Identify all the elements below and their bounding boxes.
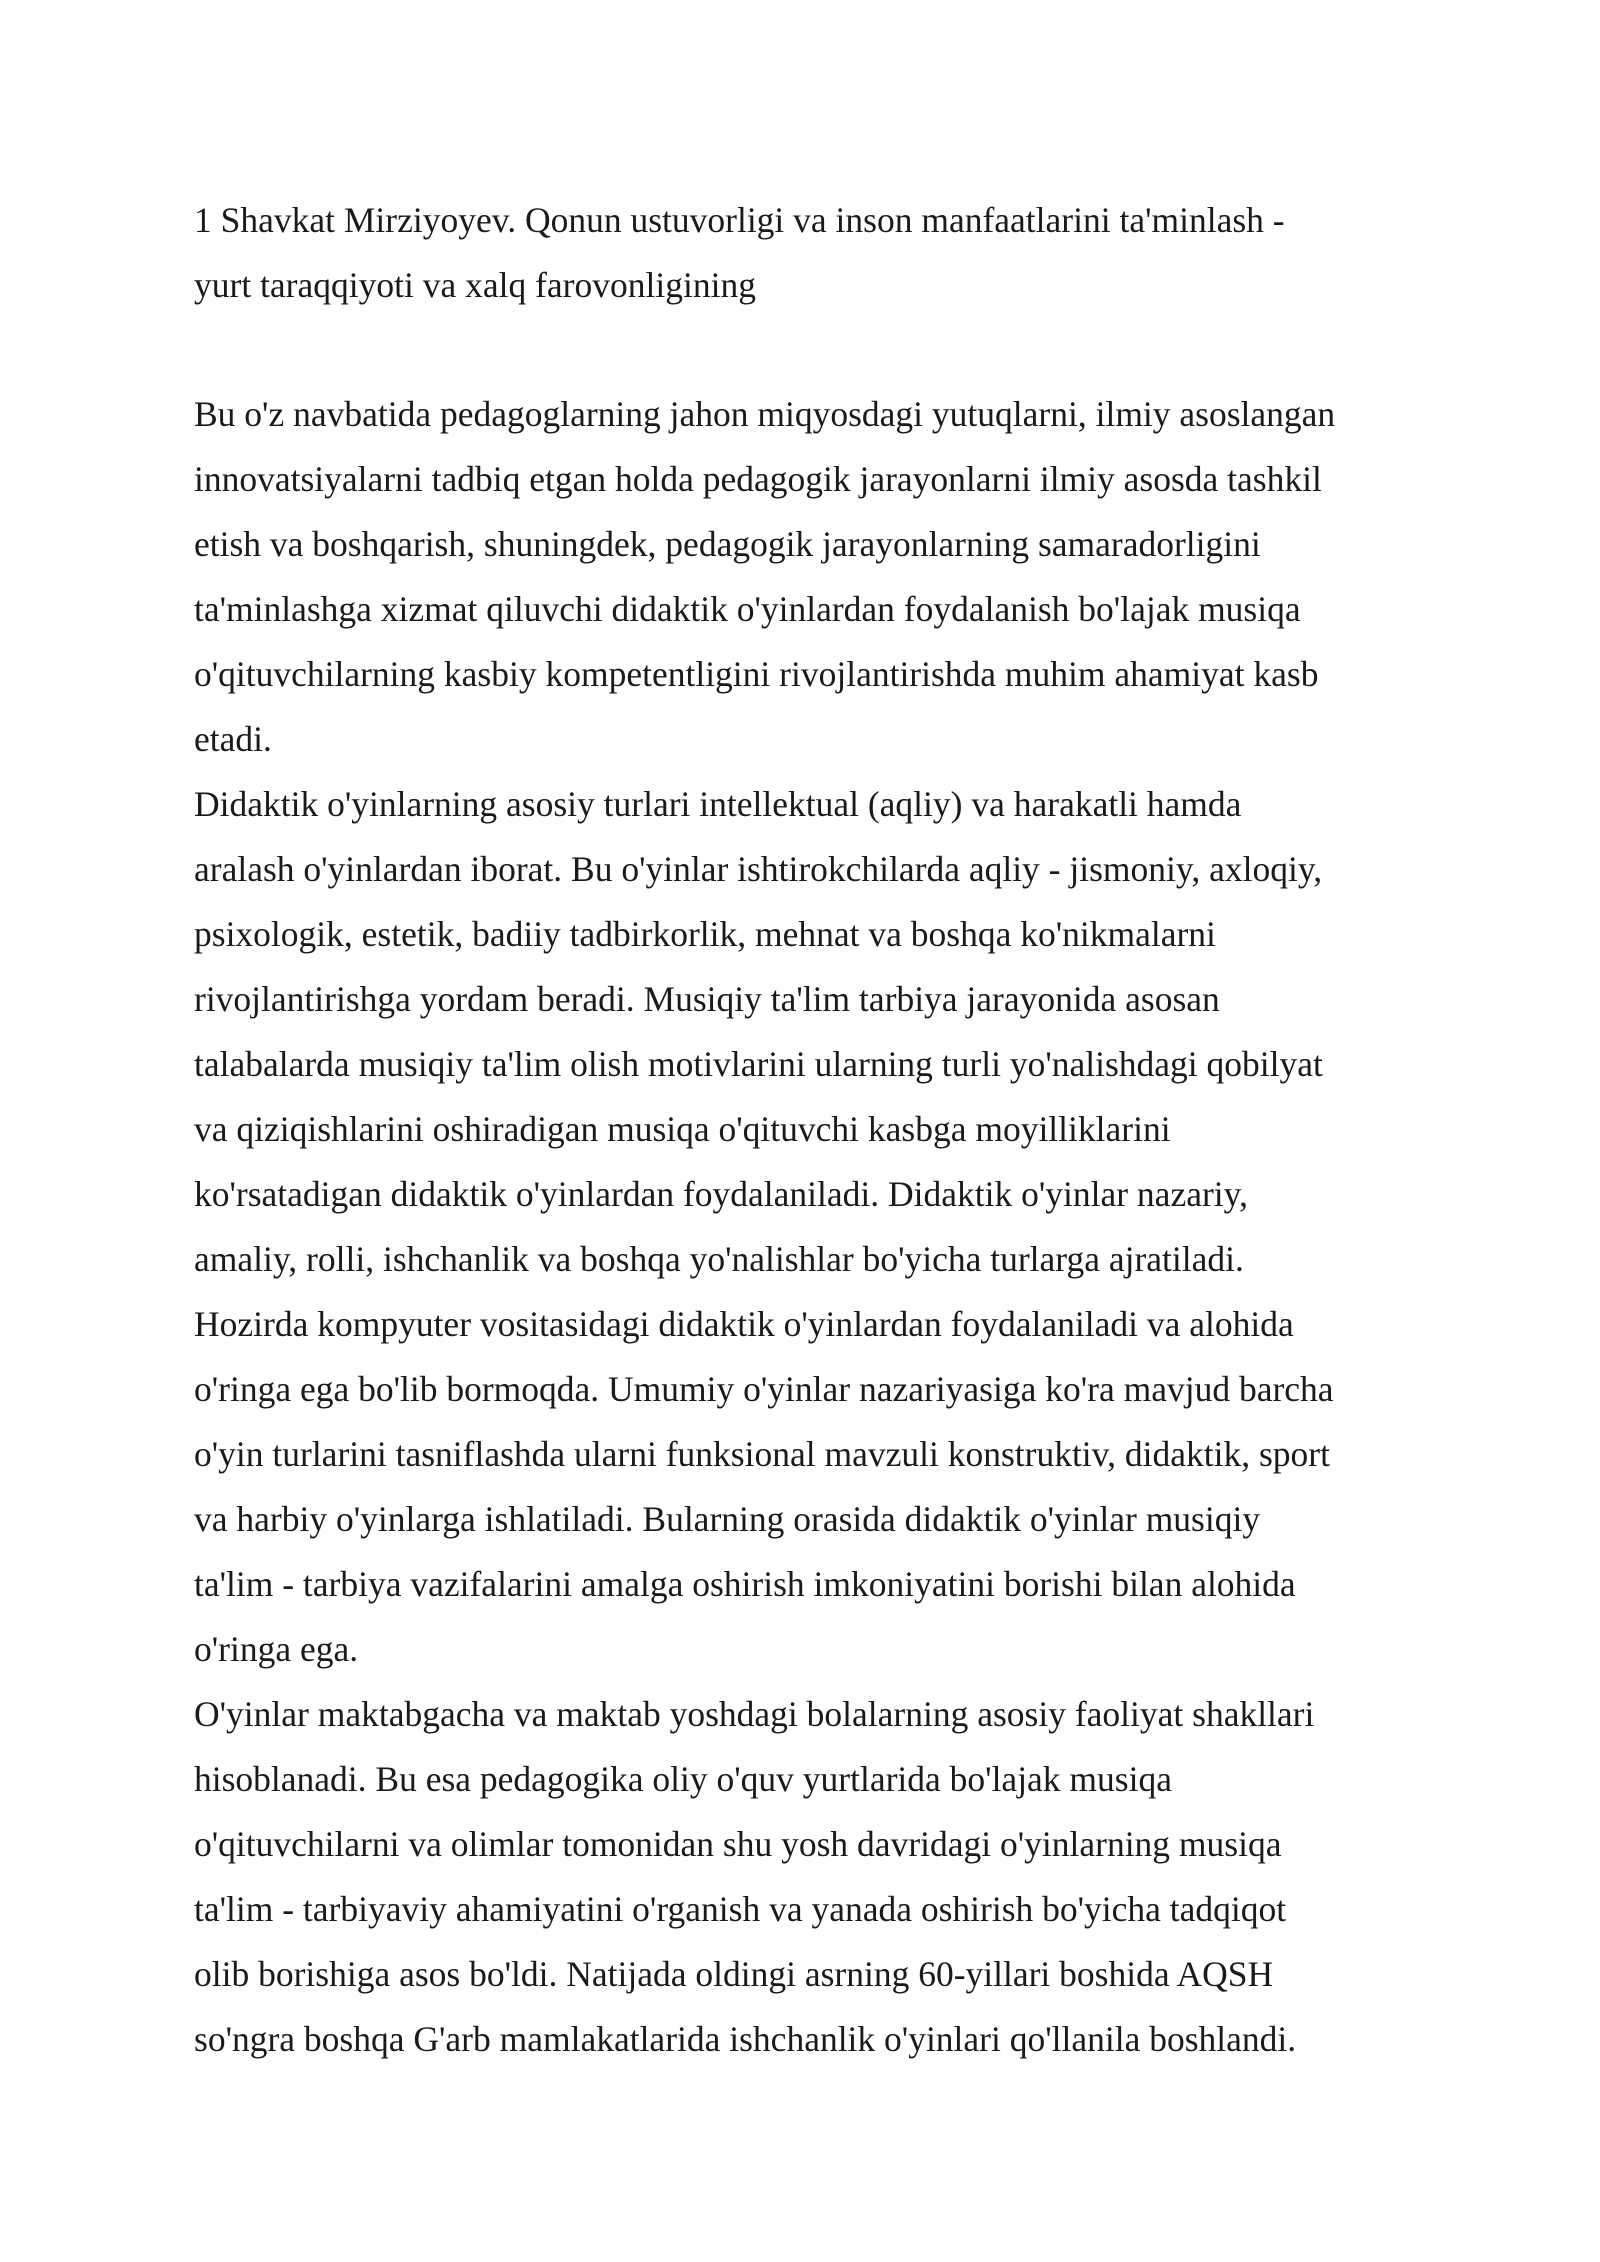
paragraph-3 bbox=[194, 1682, 1424, 2072]
text-line: etish va boshqarish, shuningdek, pedagogik jarayonlarning samaradorligini bbox=[194, 524, 1261, 564]
text-line: ko'rsatadigan didaktik o'yinlardan foydalaniladi. Didaktik o'yinlar nazariy, bbox=[194, 1174, 1248, 1214]
text-line: aralash o'yinlardan iborat. Bu o'yinlar ishtirokchilarda aqliy - jismoniy, axloqiy, bbox=[194, 849, 1323, 889]
text-line: va harbiy o'yinlarga ishlatiladi. Bularning orasida didaktik o'yinlar musiqiy bbox=[194, 1499, 1261, 1539]
text-line: talabalarda musiqiy ta'lim olish motivlarini ularning turli yo'nalishdagi qobilyat bbox=[194, 1044, 1323, 1084]
text-line: va qiziqishlarini oshiradigan musiqa o'qituvchi kasbga moyilliklarini bbox=[194, 1109, 1171, 1149]
text-line: o'ringa ega. bbox=[194, 1629, 359, 1669]
text-line: hisoblanadi. Bu esa pedagogika oliy o'quv yurtlarida bo'lajak musiqa bbox=[194, 1759, 1172, 1799]
text-line: rivojlantirishga yordam beradi. Musiqiy ta'lim tarbiya jarayonida asosan bbox=[194, 979, 1220, 1019]
text-line: innovatsiyalarni tadbiq etgan holda pedagogik jarayonlarni ilmiy asosda tashkil bbox=[194, 459, 1322, 499]
text-line: ta'lim - tarbiyaviy ahamiyatini o'rganish va yanada oshirish bo'yicha tadqiqot bbox=[194, 1889, 1287, 1929]
text-line: ta'minlashga xizmat qiluvchi didaktik o'yinlardan foydalanish bo'lajak musiqa bbox=[194, 589, 1301, 629]
text-line: O'yinlar maktabgacha va maktab yoshdagi bolalarning asosiy faoliyat shakllari bbox=[194, 1694, 1315, 1734]
text-line: o'ringa ega bo'lib bormoqda. Umumiy o'yinlar nazariyasiga ko'ra mavjud barcha bbox=[194, 1369, 1334, 1409]
text-line: so'ngra boshqa G'arb mamlakatlarida ishchanlik o'yinlari qo'llanila boshlandi. bbox=[194, 2019, 1297, 2059]
document-body bbox=[194, 188, 1424, 2072]
text-line: olib borishiga asos bo'ldi. Natijada oldingi asrning 60-yillari boshida AQSH bbox=[194, 1954, 1274, 1994]
text-line: Hozirda kompyuter vositasidagi didaktik o'yinlardan foydalaniladi va alohida bbox=[194, 1304, 1294, 1344]
text-line: Didaktik o'yinlarning asosiy turlari intellektual (aqliy) va harakatli hamda bbox=[194, 784, 1242, 824]
paragraph-1 bbox=[194, 382, 1424, 772]
text-line: Bu o'z navbatida pedagoglarning jahon miqyosdagi yutuqlarni, ilmiy asoslangan bbox=[194, 394, 1336, 434]
footnote bbox=[194, 188, 1424, 318]
text-line: ta'lim - tarbiya vazifalarini amalga oshirish imkoniyatini borishi bilan alohida bbox=[194, 1564, 1296, 1604]
footnote-line: yurt taraqqiyoti va xalq farovonligining bbox=[194, 265, 756, 305]
text-line: o'qituvchilarning kasbiy kompetentligini rivojlantirishda muhim ahamiyat kasb bbox=[194, 654, 1319, 694]
footnote-line: 1 Shavkat Mirziyoyev. Qonun ustuvorligi va inson manfaatlarini ta'minlash - bbox=[194, 200, 1285, 240]
text-line: etadi. bbox=[194, 719, 272, 759]
paragraph-2 bbox=[194, 772, 1424, 1682]
text-line: amaliy, rolli, ishchanlik va boshqa yo'nalishlar bo'yicha turlarga ajratiladi. bbox=[194, 1239, 1244, 1279]
text-line: psixologik, estetik, badiiy tadbirkorlik, mehnat va boshqa ko'nikmalarni bbox=[194, 914, 1216, 954]
text-line: o'qituvchilarni va olimlar tomonidan shu yosh davridagi o'yinlarning musiqa bbox=[194, 1824, 1282, 1864]
text-line: o'yin turlarini tasniflashda ularni funksional mavzuli konstruktiv, didaktik, sport bbox=[194, 1434, 1330, 1474]
